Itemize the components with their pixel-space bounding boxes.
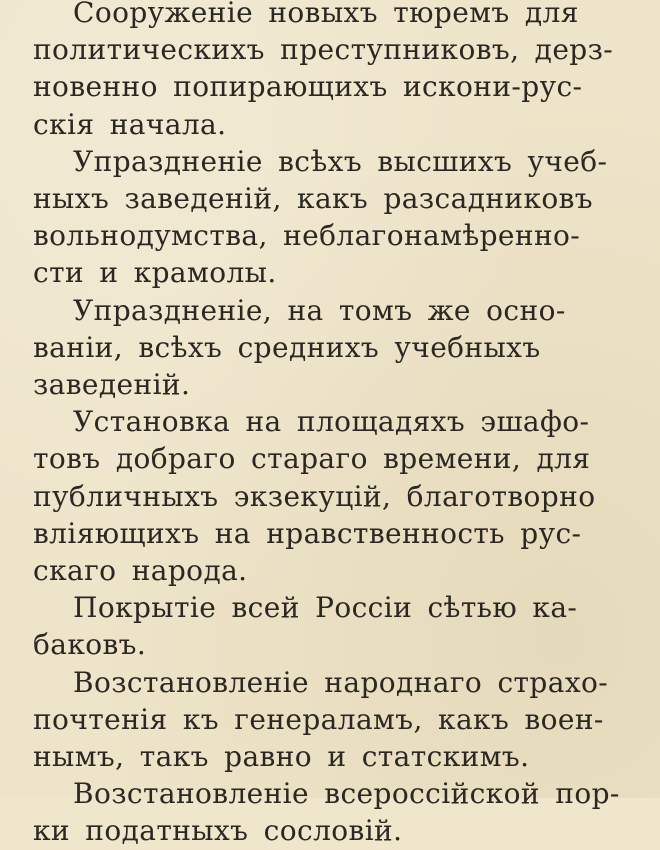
text-line: Установка на площадяхъ эшафо- xyxy=(73,405,590,439)
text-line: Упраздненіе всѣхъ высшихъ учеб- xyxy=(73,144,608,178)
text-line: сти и крамолы. xyxy=(33,256,277,290)
text-line: Упраздненіе, на томъ же осно- xyxy=(73,293,566,327)
text-line: вольнодумства, неблагонамѣренно- xyxy=(33,219,581,253)
text-line: новенно попирающихъ искони-рус- xyxy=(33,70,583,104)
text-line: скія начала. xyxy=(33,107,227,141)
text-line: ки податныхъ сословій. xyxy=(33,814,403,848)
text-line: Покрытіе всей Россіи сѣтью ка- xyxy=(73,591,578,625)
text-line: товъ добраго стараго времени, для xyxy=(33,442,591,476)
paragraph xyxy=(33,143,633,292)
text-line: Сооруженіе новыхъ тюремъ для xyxy=(73,0,579,29)
paragraph xyxy=(33,589,633,663)
body-text xyxy=(33,0,633,850)
text-line: публичныхъ экзекуцій, благотворно xyxy=(33,479,596,513)
paragraph xyxy=(33,0,633,143)
text-line: ныхъ заведеній, какъ разсадниковъ xyxy=(33,182,594,216)
text-line: Возстановленіе народнаго страхо- xyxy=(73,665,609,699)
text-line: ваніи, всѣхъ среднихъ учебныхъ xyxy=(33,330,541,364)
text-line: заведеній. xyxy=(33,368,191,402)
text-line: Возстановленіе всероссійской пор- xyxy=(73,777,620,811)
text-line: баковъ. xyxy=(33,628,147,662)
text-line: почтенія къ генераламъ, какъ воен- xyxy=(33,702,604,736)
text-line: скаго народа. xyxy=(33,554,248,588)
paragraph xyxy=(33,775,633,849)
text-line: политическихъ преступниковъ, дерз- xyxy=(33,33,614,67)
paragraph xyxy=(33,664,633,776)
text-line: нымъ, такъ равно и статскимъ. xyxy=(33,740,530,774)
paragraph xyxy=(33,292,633,404)
text-line: вліяющихъ на нравственность рус- xyxy=(33,516,582,550)
paragraph xyxy=(33,403,633,589)
